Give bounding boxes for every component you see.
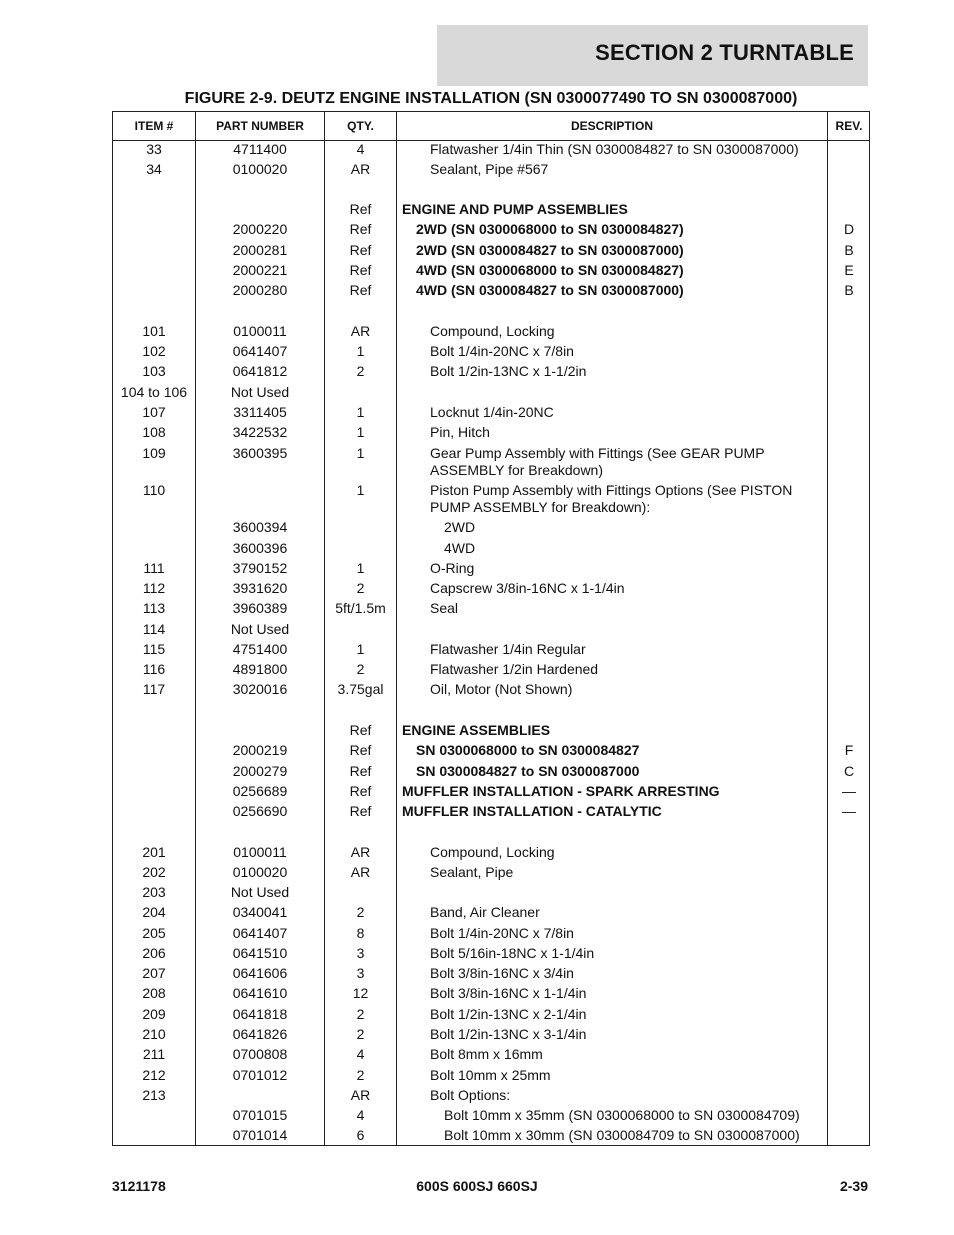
- quantity-cell: AR: [350, 864, 371, 880]
- description-cell: 4WD: [444, 540, 476, 556]
- quantity-cell: 1: [356, 404, 365, 420]
- part-number-cell: 0100020: [232, 864, 288, 880]
- item-number-cell: 108: [142, 424, 166, 440]
- header-part-number: PART NUMBER: [216, 119, 304, 133]
- part-number-cell: 0641610: [232, 985, 288, 1001]
- quantity-cell: Ref: [349, 242, 372, 258]
- part-number-cell: 0100011: [233, 323, 287, 339]
- part-number-cell: 3311405: [233, 404, 287, 420]
- part-number-cell: 2000219: [232, 742, 288, 758]
- table-row: [113, 904, 869, 924]
- part-number-cell: 3960389: [232, 600, 288, 616]
- quantity-cell: 5ft/1.5m: [335, 600, 386, 616]
- parts-table: [112, 111, 870, 1146]
- quantity-cell: 12: [352, 985, 369, 1001]
- description-cell: Flatwasher 1/4in Regular: [430, 641, 586, 657]
- part-number-cell: Not Used: [230, 621, 290, 637]
- revision-cell: F: [844, 742, 854, 758]
- part-number-cell: Not Used: [230, 384, 290, 400]
- item-number-cell: 34: [146, 161, 162, 177]
- table-row: [113, 343, 869, 363]
- item-number-cell: 208: [142, 985, 166, 1001]
- description-cell: Bolt 3/8in-16NC x 1-1/4in: [430, 985, 587, 1001]
- description-cell: Seal: [430, 600, 459, 616]
- item-number-cell: 113: [142, 600, 166, 616]
- quantity-cell: 1: [356, 343, 365, 359]
- description-cell: Locknut 1/4in-20NC: [430, 404, 554, 420]
- part-number-cell: 2000220: [232, 221, 288, 237]
- description-cell: 4WD (SN 0300084827 to SN 0300087000): [416, 282, 684, 298]
- table-row: [113, 1107, 869, 1127]
- item-number-cell: 207: [142, 965, 166, 981]
- quantity-cell: 4: [356, 141, 365, 157]
- item-number-cell: 117: [142, 681, 166, 697]
- item-number-cell: 212: [142, 1067, 166, 1083]
- quantity-cell: Ref: [349, 722, 372, 738]
- header-item: ITEM #: [134, 119, 174, 133]
- description-cell: SN 0300084827 to SN 0300087000: [416, 763, 640, 779]
- part-number-cell: 4751400: [232, 641, 288, 657]
- quantity-cell: 1: [356, 482, 365, 498]
- table-row: [113, 965, 869, 985]
- table-row: [113, 363, 869, 383]
- part-number-cell: 0100011: [233, 844, 287, 860]
- table-row: [113, 282, 869, 302]
- header-description: DESCRIPTION: [570, 119, 653, 133]
- description-cell: 2WD (SN 0300084827 to SN 0300087000): [416, 242, 684, 258]
- part-number-cell: 0641407: [232, 343, 288, 359]
- part-number-cell: 0701015: [232, 1107, 288, 1123]
- quantity-cell: 3.75gal: [337, 681, 384, 697]
- part-number-cell: 3422532: [232, 424, 288, 440]
- part-number-cell: 3931620: [232, 580, 288, 596]
- table-row: [113, 945, 869, 965]
- table-row: [113, 742, 869, 762]
- description-cell: Sealant, Pipe #567: [430, 161, 549, 177]
- quantity-cell: AR: [350, 323, 371, 339]
- revision-cell: —: [842, 783, 856, 799]
- footer-models: 600S 600SJ 660SJ: [416, 1178, 538, 1194]
- part-number-cell: 0340041: [232, 904, 288, 920]
- item-number-cell: 103: [142, 363, 166, 379]
- table-row: [113, 621, 869, 641]
- quantity-cell: 2: [356, 661, 365, 677]
- quantity-cell: 4: [356, 1046, 365, 1062]
- table-row: [113, 1067, 869, 1087]
- quantity-cell: 2: [356, 363, 365, 379]
- revision-cell: E: [844, 262, 854, 278]
- part-number-cell: 0641606: [232, 965, 288, 981]
- description-cell: Oil, Motor (Not Shown): [430, 681, 573, 697]
- table-row: [113, 445, 869, 478]
- table-row: [113, 560, 869, 580]
- quantity-cell: Ref: [349, 282, 372, 298]
- part-number-cell: 0100020: [232, 161, 288, 177]
- table-header: [113, 112, 869, 141]
- description-cell: 2WD: [444, 519, 476, 535]
- description-cell: Band, Air Cleaner: [430, 904, 540, 920]
- part-number-cell: 0641812: [232, 363, 288, 379]
- quantity-cell: Ref: [349, 201, 372, 217]
- description-cell: Capscrew 3/8in-16NC x 1-1/4in: [430, 580, 625, 596]
- revision-cell: C: [843, 763, 855, 779]
- description-cell: Bolt 10mm x 25mm: [430, 1067, 551, 1083]
- part-number-cell: 3600395: [232, 445, 288, 461]
- table-row: [113, 540, 869, 560]
- description-cell: Bolt 1/2in-13NC x 2-1/4in: [430, 1006, 587, 1022]
- description-cell: Bolt 3/8in-16NC x 3/4in: [430, 965, 574, 981]
- quantity-cell: 2: [356, 1006, 365, 1022]
- figure-title: FIGURE 2-9. DEUTZ ENGINE INSTALLATION (SN 0300077490 TO SN 0300087000): [184, 90, 798, 107]
- item-number-cell: 211: [142, 1046, 166, 1062]
- quantity-cell: 1: [356, 445, 365, 461]
- description-cell: Bolt 10mm x 30mm (SN 0300084709 to SN 0300087000): [444, 1127, 800, 1143]
- item-number-cell: 33: [146, 141, 162, 157]
- header-rev: REV.: [835, 119, 863, 133]
- quantity-cell: 6: [356, 1127, 365, 1143]
- table-row: [113, 722, 869, 742]
- part-number-cell: 2000279: [232, 763, 288, 779]
- part-number-cell: 0256689: [232, 783, 288, 799]
- quantity-cell: 4: [356, 1107, 365, 1123]
- description-cell: 2WD (SN 0300068000 to SN 0300084827): [416, 221, 684, 237]
- section-title: SECTION 2 TURNTABLE: [595, 40, 854, 65]
- item-number-cell: 109: [142, 445, 166, 461]
- revision-cell: B: [844, 282, 854, 298]
- description-cell: ENGINE AND PUMP ASSEMBLIES: [402, 201, 628, 217]
- part-number-cell: 3600396: [232, 540, 288, 556]
- item-number-cell: 115: [142, 641, 166, 657]
- description-cell: Bolt 10mm x 35mm (SN 0300068000 to SN 0300084709): [444, 1107, 800, 1123]
- description-cell: SN 0300068000 to SN 0300084827: [416, 742, 640, 758]
- table-row: [113, 580, 869, 600]
- table-row: [113, 884, 869, 904]
- table-row: [113, 1087, 869, 1107]
- description-cell: Bolt Options:: [430, 1087, 511, 1103]
- revision-cell: —: [842, 803, 856, 819]
- item-number-cell: 101: [142, 323, 166, 339]
- description-cell: Compound, Locking: [430, 323, 555, 339]
- item-number-cell: 102: [142, 343, 166, 359]
- table-row: [113, 519, 869, 539]
- item-number-cell: 201: [142, 844, 166, 860]
- quantity-cell: 2: [356, 904, 365, 920]
- table-row: [113, 221, 869, 241]
- quantity-cell: Ref: [349, 803, 372, 819]
- header-qty: QTY.: [347, 119, 374, 133]
- table-row: [113, 763, 869, 783]
- description-cell: Compound, Locking: [430, 844, 555, 860]
- item-number-cell: 206: [142, 945, 166, 961]
- item-number-cell: 209: [142, 1006, 166, 1022]
- quantity-cell: 8: [356, 925, 365, 941]
- item-number-cell: 203: [142, 884, 166, 900]
- quantity-cell: AR: [350, 1087, 371, 1103]
- description-cell: Flatwasher 1/2in Hardened: [430, 661, 599, 677]
- table-row: [113, 1006, 869, 1026]
- item-number-cell: 213: [142, 1087, 166, 1103]
- quantity-cell: 2: [356, 1026, 365, 1042]
- description-cell: MUFFLER INSTALLATION - CATALYTIC: [402, 803, 662, 819]
- part-number-cell: 2000281: [232, 242, 288, 258]
- part-number-cell: 2000221: [232, 262, 288, 278]
- part-number-cell: 0701014: [232, 1127, 288, 1143]
- section-header-band: [437, 25, 868, 86]
- description-cell: Bolt 1/4in-20NC x 7/8in: [430, 343, 574, 359]
- revision-cell: D: [843, 221, 855, 237]
- part-number-cell: 3600394: [232, 519, 288, 535]
- quantity-cell: Ref: [349, 763, 372, 779]
- quantity-cell: Ref: [349, 742, 372, 758]
- table-row: [113, 201, 869, 221]
- description-cell: ENGINE ASSEMBLIES: [402, 722, 551, 738]
- revision-cell: B: [844, 242, 854, 258]
- description-cell: Sealant, Pipe: [430, 864, 514, 880]
- description-cell: Gear Pump Assembly with Fittings (See GEAR PUMP ASSEMBLY for Breakdown): [430, 445, 765, 478]
- item-number-cell: 116: [142, 661, 166, 677]
- table-row: [113, 404, 869, 424]
- item-number-cell: 114: [142, 621, 166, 637]
- table-row: [113, 1046, 869, 1066]
- item-number-cell: 202: [142, 864, 166, 880]
- part-number-cell: 0641510: [232, 945, 288, 961]
- description-cell: Bolt 5/16in-18NC x 1-1/4in: [430, 945, 595, 961]
- table-row: [113, 482, 869, 515]
- table-row: [113, 384, 869, 404]
- table-row: [113, 844, 869, 864]
- part-number-cell: 3790152: [232, 560, 288, 576]
- table-row: [113, 323, 869, 343]
- item-number-cell: 210: [142, 1026, 166, 1042]
- quantity-cell: Ref: [349, 783, 372, 799]
- quantity-cell: Ref: [349, 262, 372, 278]
- table-row: [113, 242, 869, 262]
- item-number-cell: 104 to 106: [120, 384, 188, 400]
- table-row: [113, 424, 869, 444]
- description-cell: Piston Pump Assembly with Fittings Options (See PISTON PUMP ASSEMBLY for Breakdown):: [430, 482, 793, 515]
- description-cell: Bolt 1/2in-13NC x 3-1/4in: [430, 1026, 587, 1042]
- part-number-cell: 0256690: [232, 803, 288, 819]
- table-row: [113, 985, 869, 1005]
- table-row: [113, 1026, 869, 1046]
- item-number-cell: 204: [142, 904, 166, 920]
- part-number-cell: 3020016: [232, 681, 288, 697]
- footer-page-number: 2-39: [839, 1178, 868, 1194]
- table-row: [113, 1127, 869, 1147]
- item-number-cell: 107: [142, 404, 166, 420]
- table-row: [113, 141, 869, 161]
- description-cell: Bolt 1/4in-20NC x 7/8in: [430, 925, 574, 941]
- quantity-cell: 1: [356, 641, 365, 657]
- quantity-cell: 3: [356, 945, 365, 961]
- description-cell: Bolt 8mm x 16mm: [430, 1046, 543, 1062]
- description-cell: Bolt 1/2in-13NC x 1-1/2in: [430, 363, 587, 379]
- quantity-cell: Ref: [349, 221, 372, 237]
- part-number-cell: 0701012: [232, 1067, 288, 1083]
- part-number-cell: 2000280: [232, 282, 288, 298]
- item-number-cell: 112: [142, 580, 166, 596]
- part-number-cell: 0641826: [232, 1026, 288, 1042]
- table-row: [113, 661, 869, 681]
- table-row: [113, 161, 869, 181]
- quantity-cell: 2: [356, 1067, 365, 1083]
- table-row: [113, 803, 869, 823]
- description-cell: Flatwasher 1/4in Thin (SN 0300084827 to SN 0300087000): [430, 141, 799, 157]
- quantity-cell: 3: [356, 965, 365, 981]
- quantity-cell: 1: [356, 560, 365, 576]
- quantity-cell: 2: [356, 580, 365, 596]
- quantity-cell: 1: [356, 424, 365, 440]
- part-number-cell: Not Used: [230, 884, 290, 900]
- table-row: [113, 864, 869, 884]
- table-row: [113, 681, 869, 701]
- part-number-cell: 0641407: [232, 925, 288, 941]
- part-number-cell: 4891800: [232, 661, 288, 677]
- description-cell: O-Ring: [430, 560, 475, 576]
- description-cell: 4WD (SN 0300068000 to SN 0300084827): [416, 262, 684, 278]
- item-number-cell: 205: [142, 925, 166, 941]
- part-number-cell: 4711400: [233, 141, 287, 157]
- table-row: [113, 925, 869, 945]
- description-cell: MUFFLER INSTALLATION - SPARK ARRESTING: [402, 783, 720, 799]
- table-row: [113, 641, 869, 661]
- item-number-cell: 110: [142, 482, 166, 498]
- description-cell: Pin, Hitch: [430, 424, 490, 440]
- part-number-cell: 0700808: [232, 1046, 288, 1062]
- footer-document-number: 3121178: [112, 1178, 166, 1194]
- quantity-cell: AR: [350, 844, 371, 860]
- table-row: [113, 262, 869, 282]
- part-number-cell: 0641818: [232, 1006, 288, 1022]
- item-number-cell: 111: [143, 560, 165, 576]
- table-row: [113, 783, 869, 803]
- table-row: [113, 600, 869, 620]
- quantity-cell: AR: [350, 161, 371, 177]
